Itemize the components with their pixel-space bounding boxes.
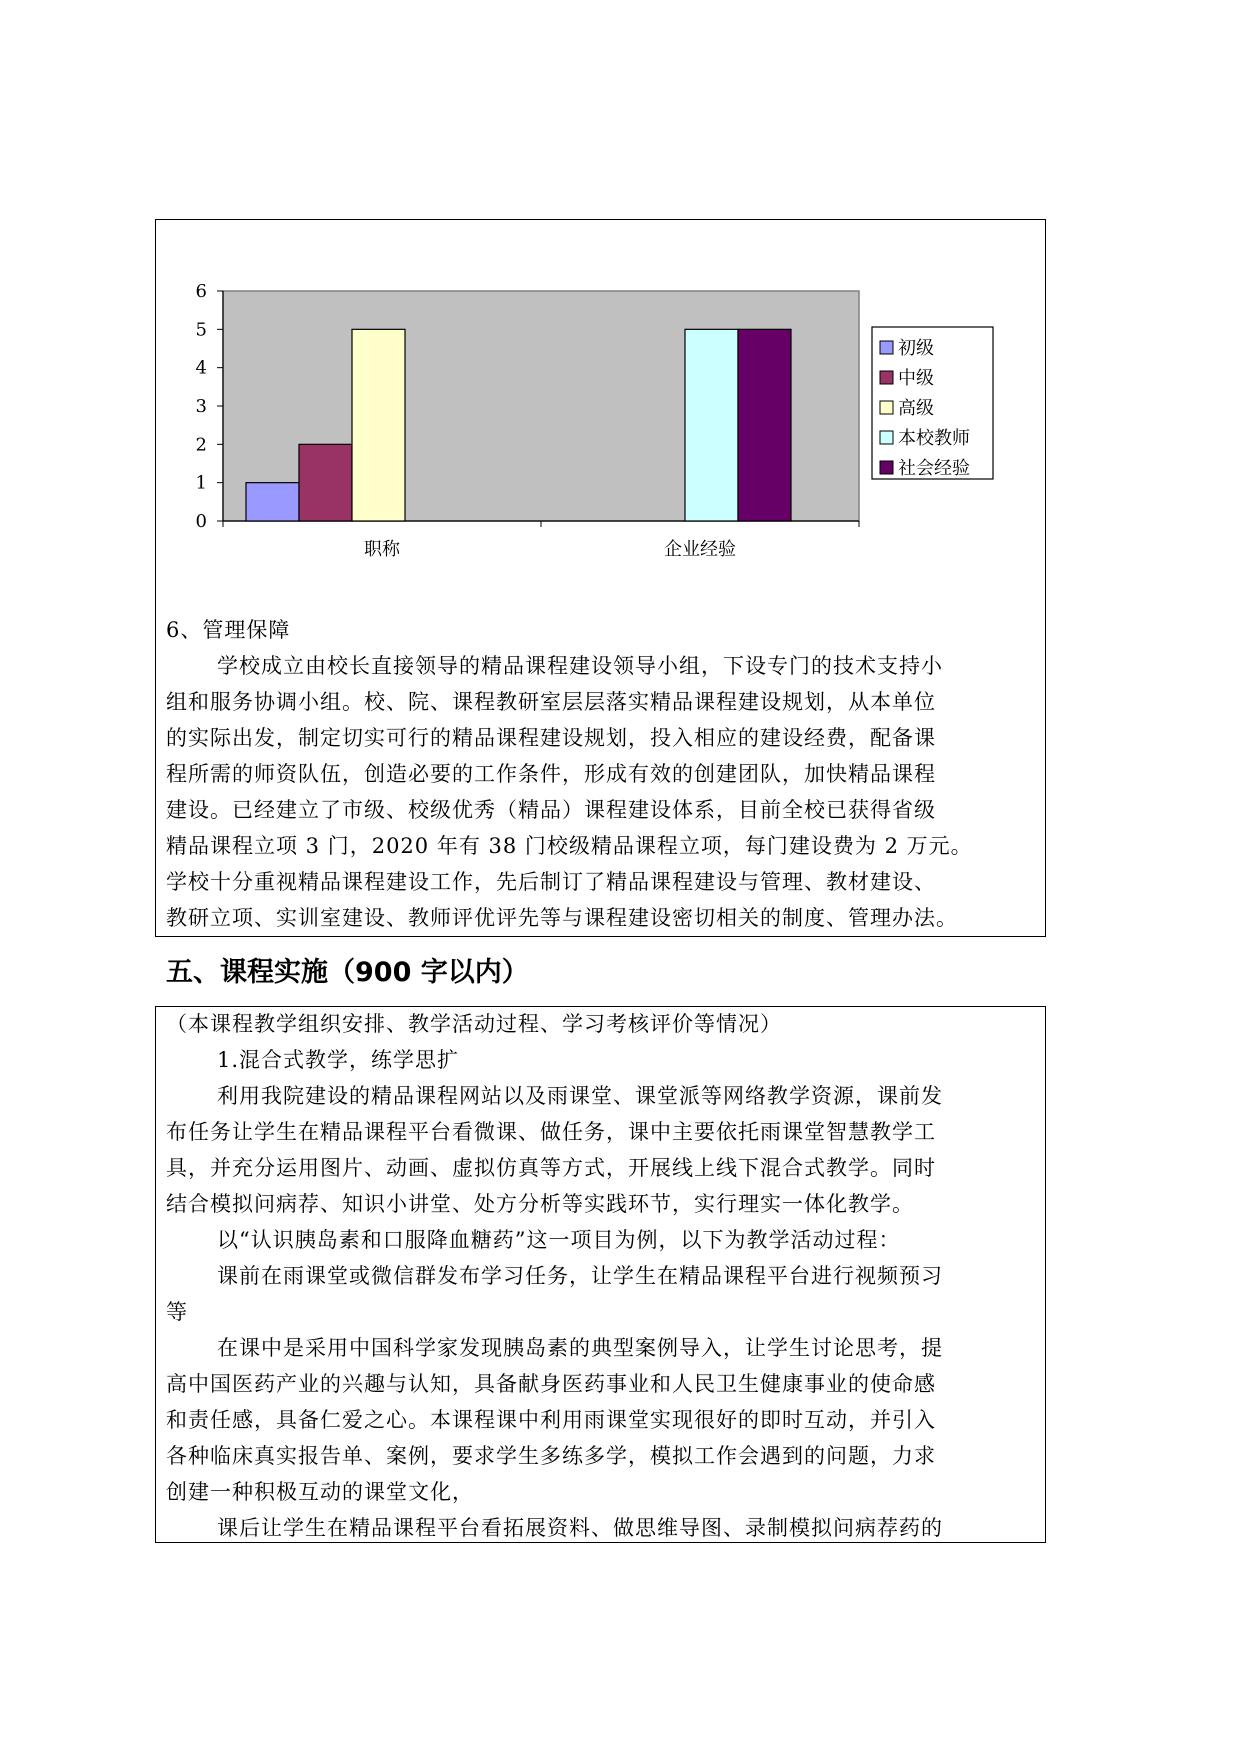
section5-line: 1.混合式教学，练学思扩 [217,1048,460,1072]
bar-中级 [299,444,352,521]
legend-swatch [880,371,893,384]
section5-line: 利用我院建设的精品课程网站以及雨课堂、课堂派等网络教学资源，课前发 [217,1084,943,1108]
section6-line: 教研立项、实训室建设、教师评优评先等与课程建设密切相关的制度、管理办法。 [166,906,958,930]
legend-label: 中级 [898,368,934,389]
y-tick-label: 3 [195,396,207,417]
legend-label: 社会经验 [898,458,970,479]
section6-line: 的实际出发，制定切实可行的精品课程建设规划，投入相应的建设经费，配备课 [166,726,936,750]
legend-label: 高级 [898,398,934,419]
section5-line: 以“认识胰岛素和口服降血糖药”这一项目为例，以下为教学活动过程： [217,1228,901,1252]
bar-chart [0,0,1240,600]
section5-line: 布任务让学生在精品课程平台看微课、做任务，课中主要依托雨课堂智慧教学工 [166,1120,936,1144]
y-tick-label: 1 [195,472,207,494]
section6-line: 建设。已经建立了市级、校级优秀（精品）课程建设体系，目前全校已获得省级 [166,798,936,822]
y-tick-label: 6 [195,281,207,302]
section6-line: 组和服务协调小组。校、院、课程教研室层层落实精品课程建设规划，从本单位 [166,690,936,714]
section5-line: 等 [166,1300,188,1324]
bar-本校教师 [685,329,738,521]
section5-line: 各种临床真实报告单、案例，要求学生多练多学，模拟工作会遇到的问题，力求 [166,1444,936,1468]
y-tick-label: 4 [195,357,207,379]
section6-line: 精品课程立项 3 门，2020 年有 38 门校级精品课程立项，每门建设费为 2 万元。 [166,834,973,858]
legend-label: 本校教师 [898,428,970,449]
bar-高级 [352,329,405,521]
legend-swatch [880,401,893,414]
legend-swatch [880,461,893,474]
section5-line: 课前在雨课堂或微信群发布学习任务，让学生在精品课程平台进行视频预习 [217,1264,943,1288]
bar-初级 [246,483,299,521]
legend-label: 初级 [898,338,934,359]
y-tick-label: 5 [195,319,207,341]
section6-line: 程所需的师资队伍，创造必要的工作条件，形成有效的创建团队，加快精品课程 [166,762,936,786]
section5-heading: 五、课程实施（900 字以内） [166,957,529,988]
x-tick-label: 职称 [364,539,400,560]
legend-swatch [880,341,893,354]
section5-line: 和责任感，具备仁爱之心。本课程课中利用雨课堂实现很好的即时互动，并引入 [166,1408,936,1432]
section5-line: 结合模拟问病荐、知识小讲堂、处方分析等实践环节，实行理实一体化教学。 [166,1192,914,1216]
section5-line: 高中国医药产业的兴趣与认知，具备献身医药事业和人民卫生健康事业的使命感 [166,1372,936,1396]
section6-line: 学校成立由校长直接领导的精品课程建设领导小组，下设专门的技术支持小 [217,654,943,678]
bar-社会经验 [738,329,791,521]
section5-line: 在课中是采用中国科学家发现胰岛素的典型案例导入，让学生讨论思考，提 [217,1336,943,1360]
y-tick-label: 2 [195,434,207,456]
legend-swatch [880,431,893,444]
y-tick-label: 0 [195,511,207,532]
section6-line: 学校十分重视精品课程建设工作，先后制订了精品课程建设与管理、教材建设、 [166,870,936,894]
section5-line: （本课程教学组织安排、教学活动过程、学习考核评价等情况） [166,1012,782,1036]
section5-line: 创建一种积极互动的课堂文化， [166,1480,474,1504]
section5-line: 课后让学生在精品课程平台看拓展资料、做思维导图、录制模拟问病荐药的 [217,1516,943,1540]
section6-title: 6、管理保障 [166,618,291,642]
section5-line: 具，并充分运用图片、动画、虚拟仿真等方式，开展线上线下混合式教学。同时 [166,1156,936,1180]
x-tick-label: 企业经验 [664,539,736,560]
